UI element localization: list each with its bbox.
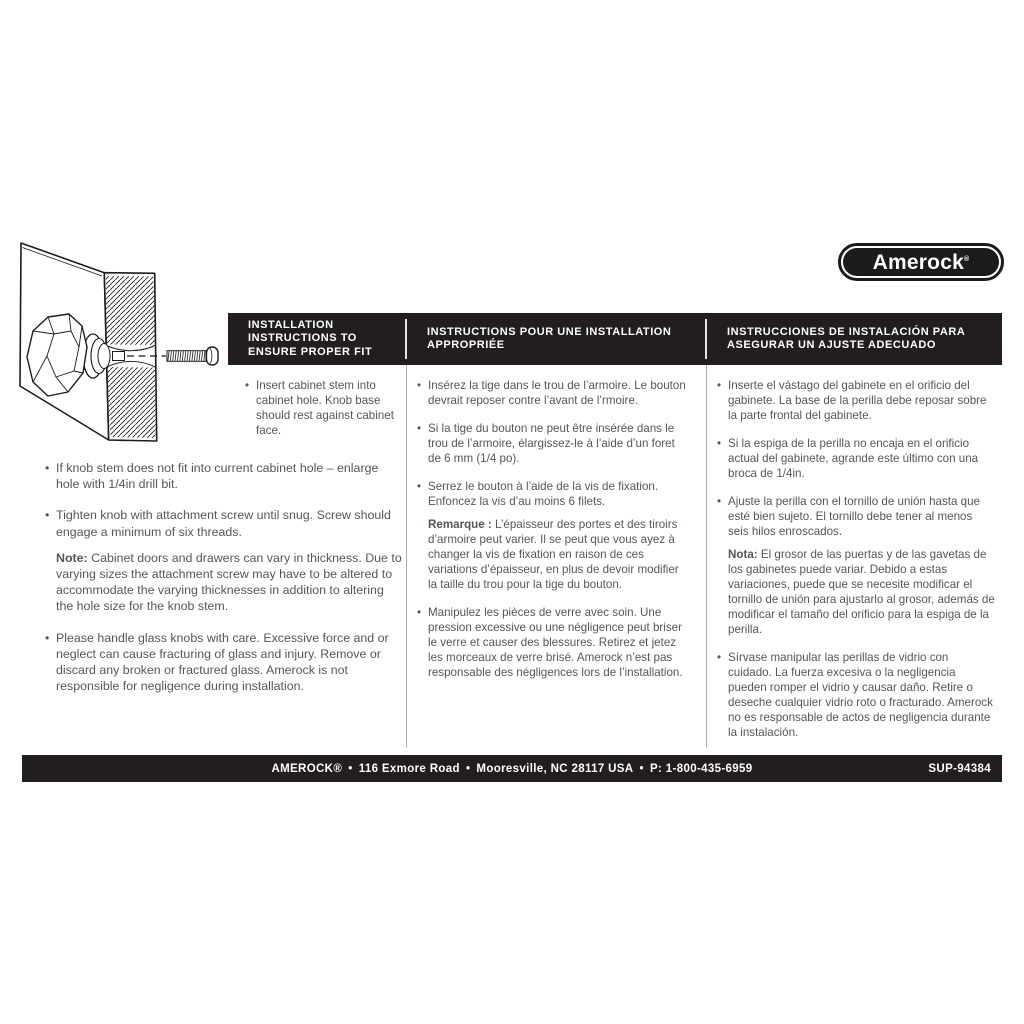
header-french-text: INSTRUCTIONS POUR UNE INSTALLATION APPROPRIÉE: [427, 325, 672, 351]
english-notes-block: [45, 460, 403, 709]
amerock-logo: [838, 243, 1004, 281]
english-note-paragraph: [45, 550, 403, 615]
french-bullet-3: • Serrez le bouton à l’aide de la vis de fixation. Enfoncez la vis d’au moins 6 filets.: [417, 479, 689, 509]
spanish-note-text: El grosor de las puertas y de las gavetas de los gabinetes puede variar. Debido a estas variaciones, puede que se necesite modificar el tornillo de unión para ajustarlo al grosor, además de modificar el tamaño del orificio para la espiga de la perilla.: [728, 548, 995, 636]
spanish-note-label: Nota:: [728, 548, 758, 561]
column-divider: [406, 365, 407, 748]
french-bullet-4: • Manipulez les pièces de verre avec soin. Une pression excessive ou une négligence peut briser le verre et causer des blessures. Retirez et jetez les morceaux de verre brisé. Amerock n’est pas responsable des négligences lors de l’installation.: [417, 605, 689, 680]
header-spanish: [707, 313, 1002, 365]
header-spanish-text: INSTRUCCIONES DE INSTALACIÓN PARA ASEGURAR UN AJUSTE ADECUADO: [727, 325, 965, 351]
footer-sku-code: SUP-94384: [928, 762, 991, 775]
english-note-label: Note:: [56, 550, 88, 565]
footer-bar: [22, 755, 1002, 782]
spanish-bullet-4: • Sírvase manipular las perillas de vidrio con cuidado. La fuerza excesiva o la negligencia pueden romper el vidrio y causar daño. Retire o deseche cualquier vidrio roto o fracturado. Amerock no es responsable de actos de negligencia durante la instalación.: [717, 650, 995, 740]
spanish-column: [717, 378, 995, 753]
cabinet-knob-installation-diagram: [10, 230, 240, 470]
english-note-bullet-3: • Please handle glass knobs with care. Excessive force and or neglect can cause fracturing of glass and injury. Remove or discard any broken or fractured glass. Amerock is not responsible for negligence during installation.: [45, 630, 403, 695]
french-note-label: Remarque :: [428, 518, 492, 531]
registered-trademark-symbol: ®: [963, 255, 970, 263]
english-note-text: Cabinet doors and drawers can vary in thickness. Due to varying sizes the attachment screw may have to be altered to accommodate the varying thicknesses in addition to altering the hole size for the knob stem.: [56, 550, 402, 614]
header-french: [407, 313, 705, 365]
amerock-logo-text: Amerock®: [872, 250, 970, 274]
french-note-paragraph: [417, 517, 689, 592]
footer-contact-line: AMEROCK® • 116 Exmore Road • Mooresville, NC 28117 USA • P: 1-800-435-6959: [271, 762, 753, 775]
spanish-bullet-2: • Si la espiga de la perilla no encaja en el orificio actual del gabinete, agrande este último con una broca de 1/4in.: [717, 436, 995, 481]
header-english-text: INSTALLATION INSTRUCTIONS TO ENSURE PROPER FIT: [248, 318, 373, 358]
english-column: [245, 378, 397, 451]
english-note-bullet-1: • If knob stem does not fit into current cabinet hole – enlarge hole with 1/4in drill bit.: [45, 460, 403, 492]
french-bullet-1: • Insérez la tige dans le trou de l’armoire. Le bouton devrait reposer contre l’avant de l’rmoire.: [417, 378, 689, 408]
spanish-bullet-3: • Ajuste la perilla con el tornillo de unión hasta que esté bien sujeto. El tornillo debe tener al menos seis hilos enroscados.: [717, 494, 995, 539]
french-column: [417, 378, 689, 693]
column-divider: [706, 365, 707, 748]
french-note-text: L’épaisseur des portes et des tiroirs d’armoire peut varier. Il se peut que vous ayez à changer la vis de fixation en raison de ces variations d’épaisseur, en plus de devoir modifier la taille du trou pour la tige du bouton.: [428, 518, 679, 591]
english-note-bullet-2: • Tighten knob with attachment screw until snug. Screw should engage a minimum of six threads.: [45, 507, 403, 539]
column-header-bar: [228, 313, 1002, 365]
english-bullet-1: • Insert cabinet stem into cabinet hole. Knob base should rest against cabinet face.: [245, 378, 397, 438]
amerock-logo-pill: [843, 248, 999, 276]
french-bullet-2: • Si la tige du bouton ne peut être insérée dans le trou de l’armoire, élargissez-le à l’aide d’un foret de 6 mm (1/4 po).: [417, 421, 689, 466]
spanish-bullet-1: • Inserte el vástago del gabinete en el orificio del gabinete. La base de la perilla debe reposar sobre la parte frontal del gabinete.: [717, 378, 995, 423]
header-english: [228, 313, 405, 365]
spanish-note-paragraph: [717, 547, 995, 637]
